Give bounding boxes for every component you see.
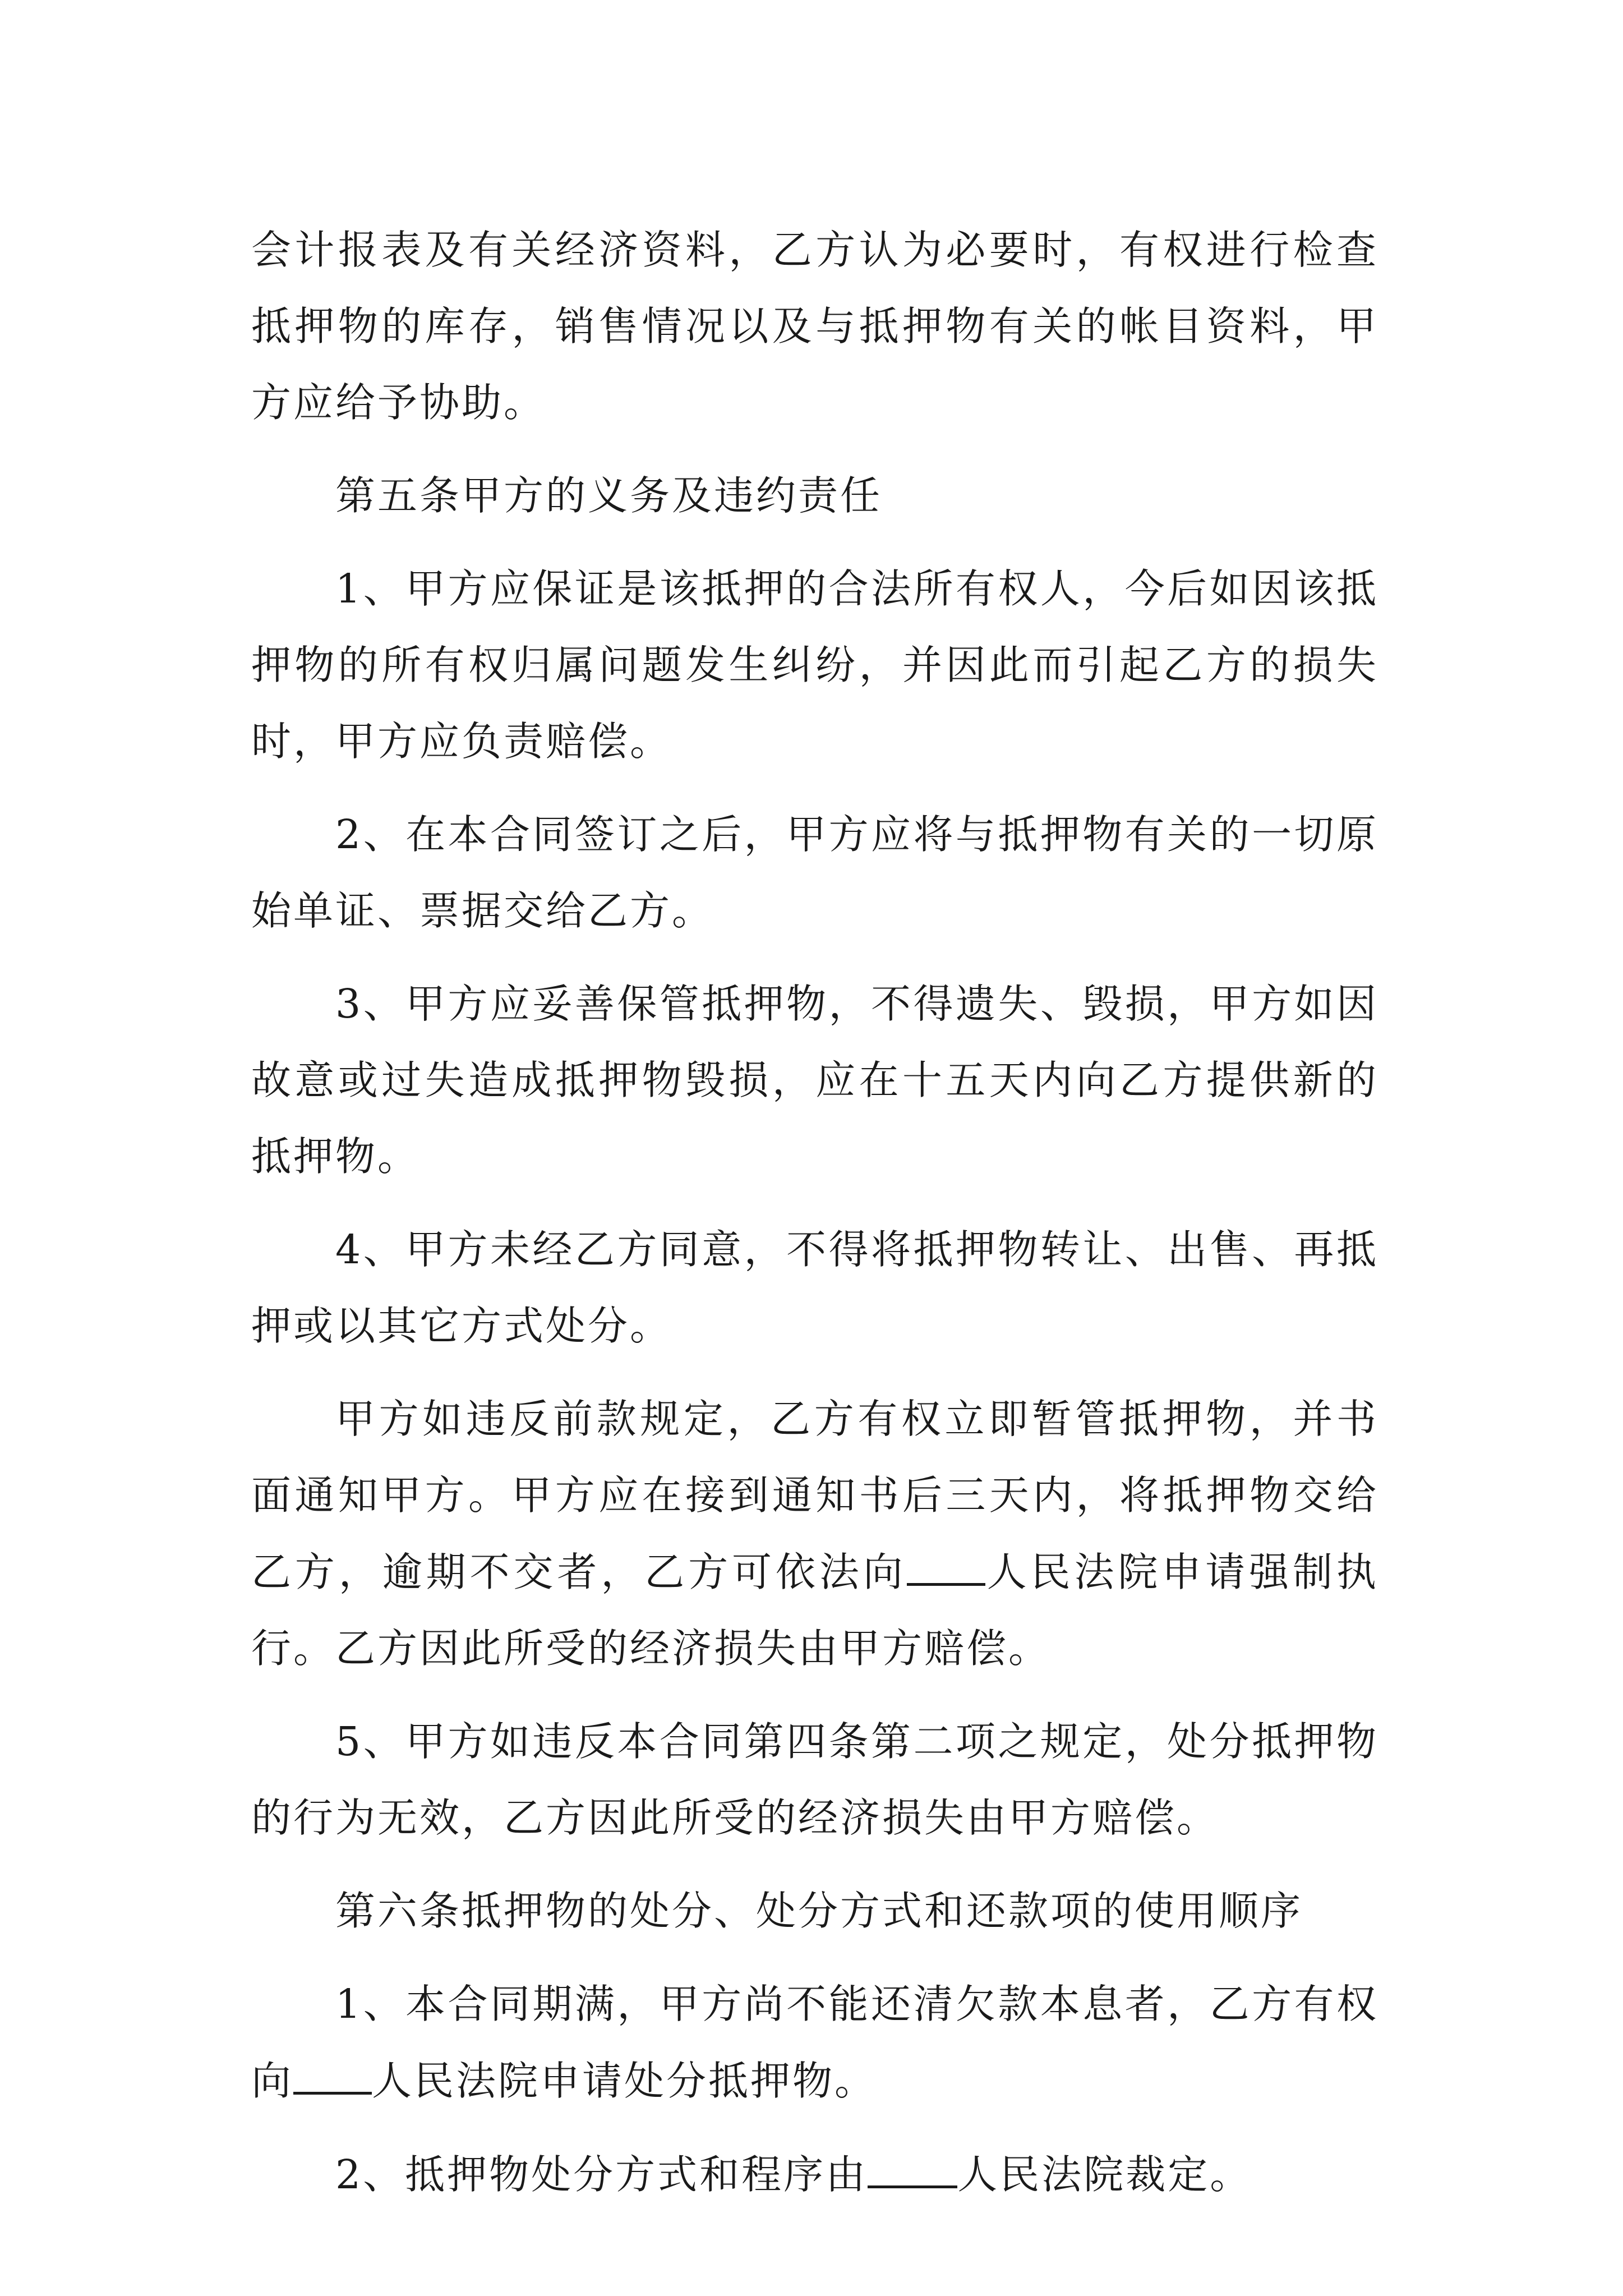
paragraph-text: 人民法院裁定。: [957, 2151, 1252, 2198]
court-name-blank: [293, 2042, 372, 2095]
document-body: [251, 212, 1378, 2230]
paragraph-clause-5-4: 4、甲方未经乙方同意，不得将抵押物转让、出售、再抵押或以其它方式处分。: [251, 1226, 1378, 1349]
paragraph-clause-5-1: 1、甲方应保证是该抵押的合法所有权人，今后如因该抵押物的所有权归属问题发生纠纷，并因此而引起乙方的损失时，甲方应负责赔偿。: [251, 565, 1378, 765]
paragraph-clause-6-1: [251, 1966, 1378, 2119]
heading-article-five: 第五条甲方的义务及违约责任: [335, 472, 883, 519]
paragraph-clause-5-5: 5、甲方如违反本合同第四条第二项之规定，处分抵押物的行为无效，乙方因此所受的经济损失由甲方赔偿。: [251, 1718, 1378, 1841]
paragraph-accounting-reports: 会计报表及有关经济资料，乙方认为必要时，有权进行检查抵押物的库存，销售情况以及与抵押物有关的帐目资料，甲方应给予协助。: [251, 227, 1378, 426]
court-name-blank: [868, 2136, 957, 2188]
paragraph-text: 人民法院申请强制执行。乙方因此所受的经济损失由甲方赔偿。: [251, 1549, 1378, 1672]
paragraph-clause-5-3: 3、甲方应妥善保管抵押物，不得遗失、毁损，甲方如因故意或过失造成抵押物毁损，应在十五天内向乙方提供新的抵押物。: [251, 981, 1378, 1180]
heading-article-six: 第六条抵押物的处分、处分方式和还款项的使用顺序: [335, 1888, 1303, 1934]
paragraph-clause-6-2: [251, 2136, 1378, 2213]
paragraph-clause-5-2: 2、在本合同签订之后，甲方应将与抵押物有关的一切原始单证、票据交给乙方。: [251, 811, 1378, 934]
court-name-blank: [907, 1534, 985, 1586]
paragraph-text: 人民法院申请处分抵押物。: [372, 2058, 877, 2104]
paragraph-text: 甲方如违反前款规定，乙方有权立即暂管抵押物，并书面通知甲方。甲方应在接到通知书后三天内，将抵押物交给乙方，逾期不交者，乙方可依法向: [251, 1396, 1378, 1595]
paragraph-violation-handling: [251, 1381, 1378, 1687]
paragraph-text: 2、抵押物处分方式和程序由: [335, 2151, 868, 2198]
paragraph-text: 1、本合同期满，甲方尚不能还清欠款本息者，乙方有权向: [251, 1981, 1378, 2104]
